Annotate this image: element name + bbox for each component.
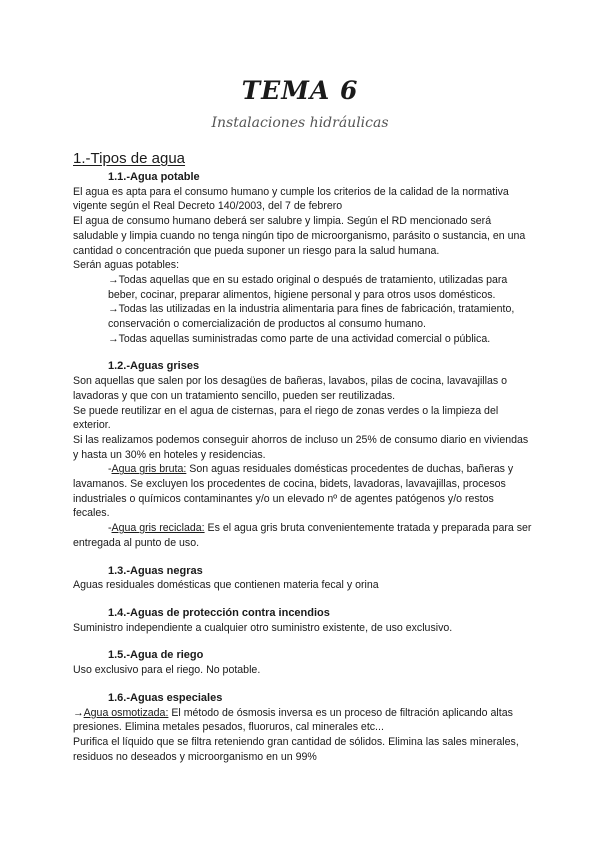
list-item: →Todas aquellas suministradas como parte de una actividad comercial o pública. (108, 332, 491, 345)
list-item: →Todas las utilizadas en la industria alimentaria para fines de fabricación, tratamiento, conservación o comercialización de productos al consumo humano. (108, 303, 515, 331)
term-label: Agua gris bruta: (111, 463, 187, 476)
list-item: →Todas aquellas que en su estado original o después de tratamiento, utilizadas para beber, cocinar, preparar alimentos, higiene personal y para otros usos domésticos. (108, 273, 508, 301)
page-subtitle: Instalaciones hidráulicas (211, 115, 389, 131)
paragraph: Uso exclusivo para el riego. No potable. (73, 664, 261, 677)
paragraph: Si las realizamos podemos conseguir ahorros de incluso un 25% de consumo diario en viviendas y hasta un 30% en hoteles y residencias. (73, 433, 529, 461)
section-heading: 1.-Tipos de agua (73, 150, 186, 167)
subsection-heading-aguas-grises: 1.2.-Aguas grises (108, 360, 200, 373)
dash-prefix: - (108, 522, 112, 535)
paragraph: El agua de consumo humano deberá ser salubre y limpia. Según el RD mencionado será saludable y limpia cuando no tenga ningún tipo de microorganismo, parásito o sustancia, en una cantidad o concentración que pueda suponer un riesgo para la salud humana. (73, 215, 526, 257)
paragraph: Purifica el líquido que se filtra reteniendo gran cantidad de sólidos. Elimina las sales minerales, residuos no deseados y microorganismo en un 99% (73, 735, 519, 763)
subsection-heading-aguas-negras: 1.3.-Aguas negras (108, 564, 203, 577)
document-body (73, 150, 533, 764)
subsection-heading-agua-potable: 1.1.-Agua potable (108, 171, 200, 183)
arrow-icon: → (73, 706, 84, 719)
definition-agua-gris-reciclada (73, 521, 533, 550)
paragraph: Aguas residuales domésticas que contienen materia fecal y orina (73, 579, 379, 592)
subsection-heading-riego: 1.5.-Agua de riego (108, 649, 204, 662)
term-label: Agua gris reciclada: (111, 522, 205, 535)
paragraph: Se puede reutilizar en el agua de cisternas, para el riego de zonas verdes o la limpieza del exterior. (73, 404, 499, 432)
paragraph: Serán aguas potables: (73, 259, 180, 272)
term-label: Agua osmotizada: (83, 706, 169, 719)
subsection-heading-especiales: 1.6.-Aguas especiales (108, 691, 223, 704)
definition-agua-osmotizada (73, 706, 533, 735)
page-title: TEMA 6 (241, 76, 359, 105)
definition-agua-gris-bruta (73, 462, 533, 521)
term-text: El método de ósmosis inversa es un proceso de filtración aplicando altas presiones. Elimina metales pesados, fluoruros, cal minerales etc... (73, 706, 513, 734)
paragraph: Son aquellas que salen por los desagües de bañeras, lavabos, pilas de cocina, lavavajillas o lavadoras y que con un tratamiento sencillo, pueden ser reutilizadas. (73, 375, 508, 402)
term-text: Es el agua gris bruta convenientemente tratada y preparada para ser entregada al punto de uso. (73, 522, 532, 549)
subsection-heading-incendios: 1.4.-Aguas de protección contra incendios (108, 606, 330, 619)
term-text: Son aguas residuales domésticas procedentes de duchas, bañeras y lavamanos. Se excluyen los procedentes de cocina, bidets, lavadoras, lavavajillas, procesos industriales o químicos contaminantes y/o un elevado nº de agentes patógenos y/o restos fecales. (73, 463, 514, 520)
paragraph: Suministro independiente a cualquier otro suministro existente, de uso exclusivo. (73, 621, 453, 634)
dash-prefix: - (108, 463, 112, 476)
paragraph: El agua es apta para el consumo humano y cumple los criterios de la calidad de la normativa vigente según el Real Decreto 140/2003, del 7 de febrero (73, 185, 509, 213)
